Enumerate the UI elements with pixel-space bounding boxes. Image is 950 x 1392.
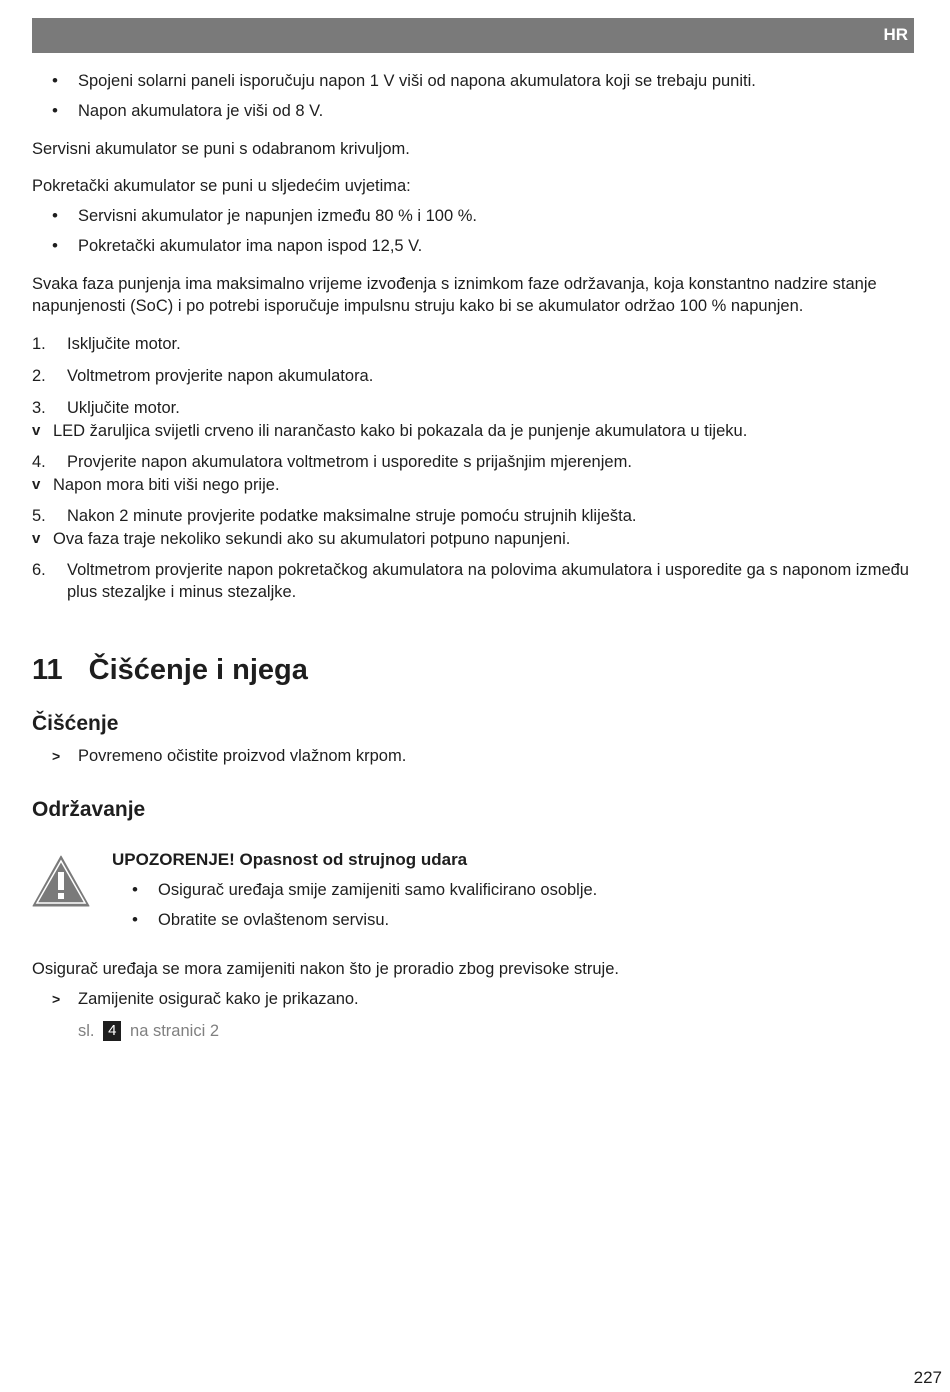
step-text: Uključite motor.	[67, 399, 180, 417]
cleaning-action	[32, 745, 916, 767]
result-text: Ova faza traje nekoliko sekundi ako su akumulatori potpuno napunjeni.	[53, 530, 571, 548]
warning-triangle-icon	[32, 855, 90, 907]
step-number: 5.	[32, 507, 46, 525]
step-4	[32, 451, 916, 473]
action-text: Zamijenite osigurač kako je prikazano.	[78, 990, 359, 1008]
warning-bullet-list	[112, 879, 916, 931]
section-number: 11	[32, 654, 63, 686]
result-arrow-icon: v	[32, 422, 41, 439]
figure-number-badge: 4	[103, 1021, 121, 1041]
warning-title: UPOZORENJE! Opasnost od strujnog udara	[112, 850, 468, 869]
page-number: 227	[913, 1368, 942, 1387]
list-item: • Napon akumulatora je viši od 8 V.	[32, 100, 916, 122]
step-3-result	[32, 420, 916, 442]
figure-reference[interactable]	[32, 1020, 916, 1042]
section-heading	[32, 653, 916, 687]
section-title: Čišćenje i njega	[88, 654, 308, 686]
step-text: Provjerite napon akumulatora voltmetrom i usporedite s prijašnjim mjerenjem.	[67, 453, 632, 471]
list-item: • Spojeni solarni paneli isporučuju napon 1 V viši od napona akumulatora koji se trebaju puniti.	[32, 70, 916, 92]
step-number: 4.	[32, 453, 46, 471]
result-text: LED žaruljica svijetli crveno ili narančasto kako bi pokazala da je punjenje akumulatora u tijeku.	[53, 422, 748, 440]
result-arrow-icon: v	[32, 530, 41, 547]
step-number: 2.	[32, 367, 46, 385]
paragraph-fuse: Osigurač uređaja se mora zamijeniti nakon što je proradio zbog previsoke struje.	[32, 960, 619, 978]
warning-block	[32, 849, 916, 931]
starter-bullet-list	[32, 205, 916, 257]
intro-bullet-list	[32, 70, 916, 122]
action-arrow-icon: >	[52, 748, 61, 764]
cleaning-heading: Čišćenje	[32, 712, 119, 735]
step-number: 3.	[32, 399, 46, 417]
step-5	[32, 505, 916, 527]
step-text: Isključite motor.	[67, 335, 181, 353]
step-text: Nakon 2 minute provjerite podatke maksimalne struje pomoću strujnih kliješta.	[67, 507, 637, 525]
action-text: Povremeno očistite proizvod vlažnom krpom.	[78, 747, 407, 765]
step-3	[32, 397, 916, 419]
step-number: 1.	[32, 335, 46, 353]
ref-suffix: na stranici 2	[130, 1022, 219, 1040]
list-item: • Servisni akumulator je napunjen između 80 % i 100 %.	[32, 205, 916, 227]
action-arrow-icon: >	[52, 991, 61, 1007]
page-content	[32, 70, 916, 1042]
paragraph-starter: Pokretački akumulator se puni u sljedećim uvjetima:	[32, 177, 411, 195]
maintenance-heading: Održavanje	[32, 798, 146, 821]
list-item: • Obratite se ovlaštenom servisu.	[112, 909, 916, 931]
result-text: Napon mora biti viši nego prije.	[53, 476, 280, 494]
step-list	[32, 333, 916, 603]
step-6	[32, 559, 916, 603]
language-code: HR	[883, 25, 908, 44]
paragraph-service: Servisni akumulator se puni s odabranom krivuljom.	[32, 140, 410, 158]
step-4-result	[32, 474, 916, 496]
step-1	[32, 333, 916, 355]
fuse-action	[32, 988, 916, 1010]
step-number: 6.	[32, 561, 46, 579]
paragraph-phases: Svaka faza punjenja ima maksimalno vrijeme izvođenja s iznimkom faze održavanja, koja konstantno nadzire stanje napunjenosti (SoC) i po potrebi isporučuje impulsnu struju kako bi se akumulator održao 100 % napunjen.	[32, 275, 877, 315]
step-5-result	[32, 528, 916, 550]
ref-prefix: sl.	[78, 1022, 95, 1040]
list-item: • Osigurač uređaja smije zamijeniti samo kvalificirano osoblje.	[112, 879, 916, 901]
step-text: Voltmetrom provjerite napon pokretačkog akumulatora na polovima akumulatora i usporedite ga s naponom između plus stezaljke i minus stezaljke.	[67, 561, 909, 601]
header-bar	[32, 18, 914, 53]
step-2	[32, 365, 916, 387]
list-item: • Pokretački akumulator ima napon ispod 12,5 V.	[32, 235, 916, 257]
step-text: Voltmetrom provjerite napon akumulatora.	[67, 367, 374, 385]
result-arrow-icon: v	[32, 476, 41, 493]
